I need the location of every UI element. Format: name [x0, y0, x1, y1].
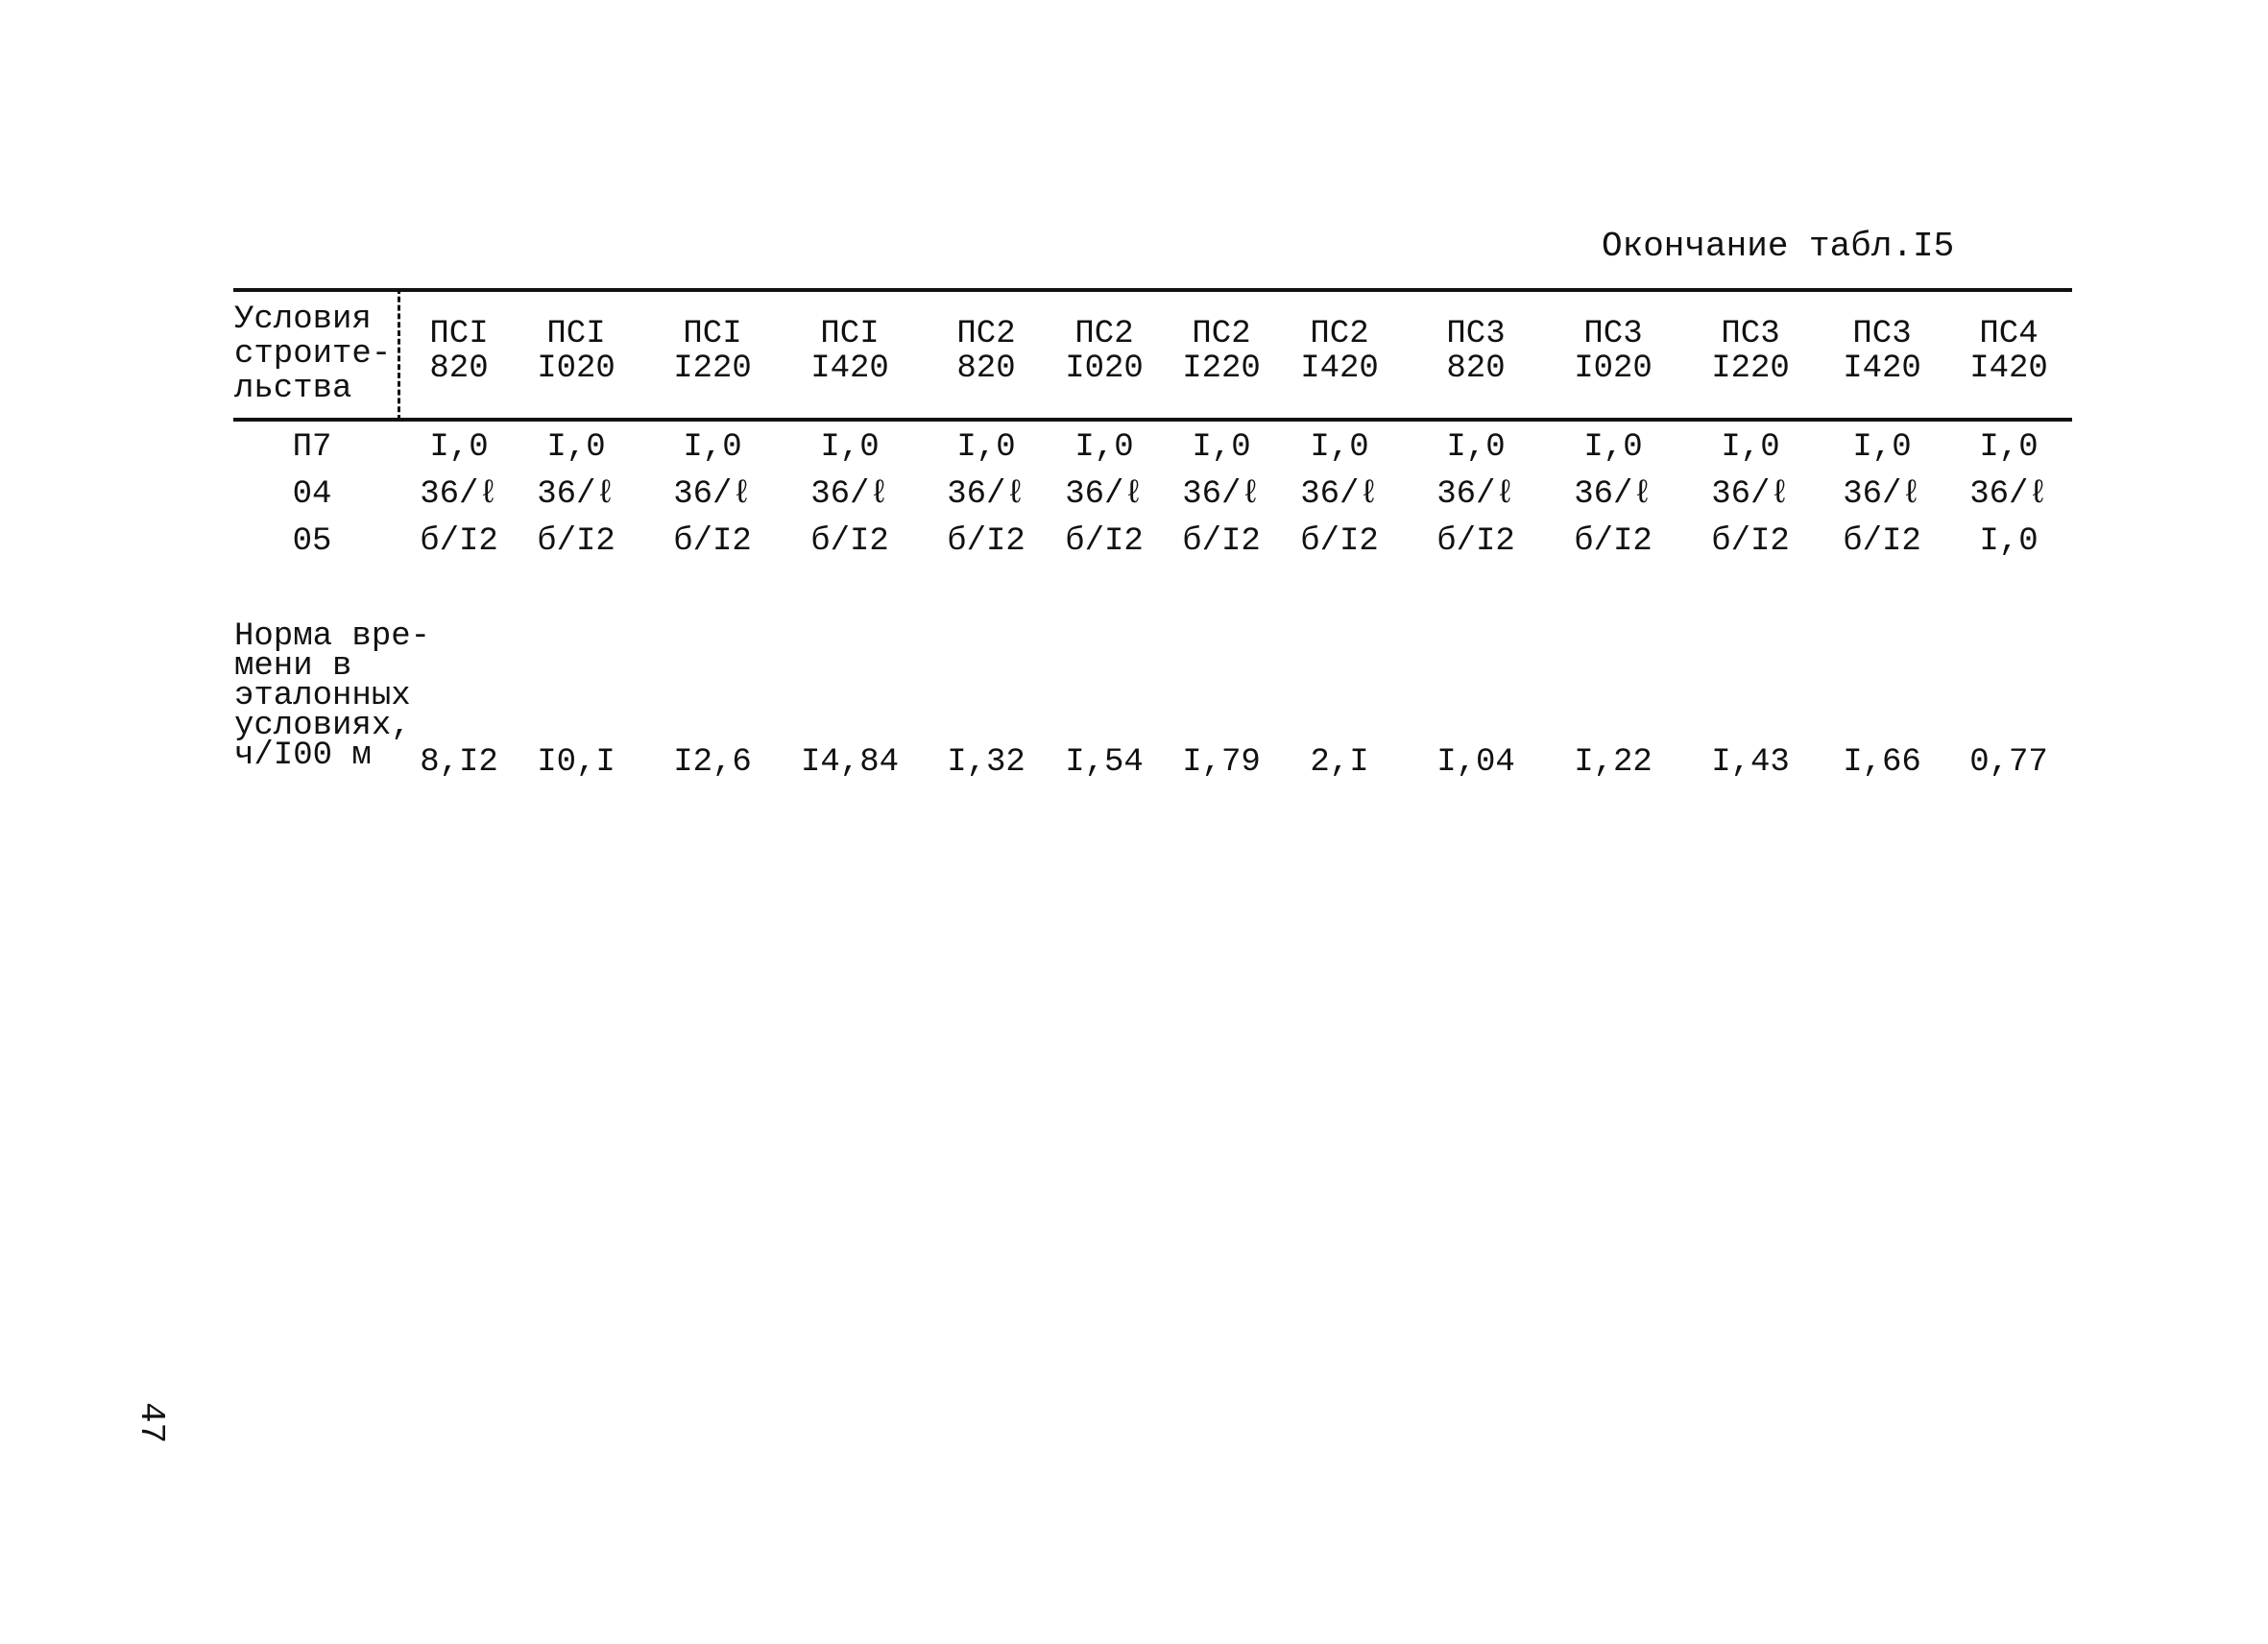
col-header: ПСI 820 [429, 316, 489, 387]
norm-value: I4,84 [800, 744, 900, 781]
norm-value: I2,6 [673, 744, 752, 781]
table-cell: 36/ℓ [420, 476, 498, 513]
table-cell: б/I2 [1182, 523, 1261, 560]
table-header-rule [233, 418, 2072, 422]
table-cell: 36/ℓ [1436, 476, 1515, 513]
table-cell: б/I2 [1436, 523, 1515, 560]
table-cell: б/I2 [1843, 523, 1921, 560]
table-cell: I,0 [1979, 523, 2039, 560]
col-header: ПС4 I420 [1969, 316, 2048, 387]
col-header: ПСI I220 [673, 316, 752, 387]
table-cell: I,0 [1192, 429, 1251, 466]
table-cell: б/I2 [1300, 523, 1379, 560]
norm-value: I,66 [1843, 744, 1921, 781]
page-number: 47 [132, 1402, 171, 1444]
table-cell: I,0 [956, 429, 1016, 466]
table-cell: б/I2 [420, 523, 498, 560]
norm-value: I,79 [1182, 744, 1261, 781]
table-cell: б/I2 [1711, 523, 1790, 560]
table-cell: I,0 [1852, 429, 1912, 466]
table-cell: I,0 [546, 429, 606, 466]
norm-value: 2,I [1310, 744, 1369, 781]
row-label: П7 [292, 429, 332, 466]
table-cell: I,0 [1310, 429, 1369, 466]
table-cell: I,0 [1074, 429, 1134, 466]
norm-value: I,04 [1436, 744, 1515, 781]
norm-label: Норма вре- мени в эталонных условиях, ч/I00 м [234, 618, 431, 774]
table-caption: Окончание табл.I5 [1602, 227, 1955, 266]
col-header: ПСI I020 [537, 316, 615, 387]
row-label: 05 [292, 523, 332, 560]
norm-value: 8,I2 [420, 744, 498, 781]
table-cell: б/I2 [673, 523, 752, 560]
table-cell: I,0 [1979, 429, 2039, 466]
table-cell: 36/ℓ [1843, 476, 1921, 513]
table-cell: 36/ℓ [673, 476, 752, 513]
table-cell: б/I2 [1574, 523, 1653, 560]
table-top-rule [233, 288, 2072, 292]
norm-value: 0,77 [1969, 744, 2048, 781]
col-header: ПС2 I220 [1182, 316, 1261, 387]
table-cell: 36/ℓ [1300, 476, 1379, 513]
col-header: ПС2 820 [956, 316, 1016, 387]
norm-value: I,54 [1065, 744, 1144, 781]
header-conditions: Условия строите- льства [234, 302, 392, 407]
table-cell: б/I2 [537, 523, 615, 560]
table-cell: б/I2 [947, 523, 1025, 560]
table-cell: I,0 [820, 429, 880, 466]
table-cell: 36/ℓ [1711, 476, 1790, 513]
row-label: 04 [292, 476, 332, 513]
table-cell: I,0 [683, 429, 742, 466]
table-cell: б/I2 [1065, 523, 1144, 560]
col-header: ПС3 I020 [1574, 316, 1653, 387]
col-header: ПСI I420 [810, 316, 889, 387]
table-cell: 36/ℓ [1065, 476, 1144, 513]
table-cell: 36/ℓ [1574, 476, 1653, 513]
table-cell: 36/ℓ [810, 476, 889, 513]
norm-value: I,32 [947, 744, 1025, 781]
col-header: ПС3 I220 [1711, 316, 1790, 387]
table-cell: 36/ℓ [1969, 476, 2048, 513]
col-header: ПС2 I420 [1300, 316, 1379, 387]
norm-value: I,43 [1711, 744, 1790, 781]
table-cell: 36/ℓ [1182, 476, 1261, 513]
table-cell: I,0 [1721, 429, 1780, 466]
norm-value: I0,I [537, 744, 615, 781]
col-header: ПС3 I420 [1843, 316, 1921, 387]
table-cell: I,0 [429, 429, 489, 466]
table-cell: 36/ℓ [947, 476, 1025, 513]
col-header: ПС3 820 [1446, 316, 1506, 387]
norm-value: I,22 [1574, 744, 1653, 781]
table-cell: I,0 [1583, 429, 1643, 466]
table-cell: 36/ℓ [537, 476, 615, 513]
col-header: ПС2 I020 [1065, 316, 1144, 387]
table-cell: I,0 [1446, 429, 1506, 466]
table-cell: б/I2 [810, 523, 889, 560]
